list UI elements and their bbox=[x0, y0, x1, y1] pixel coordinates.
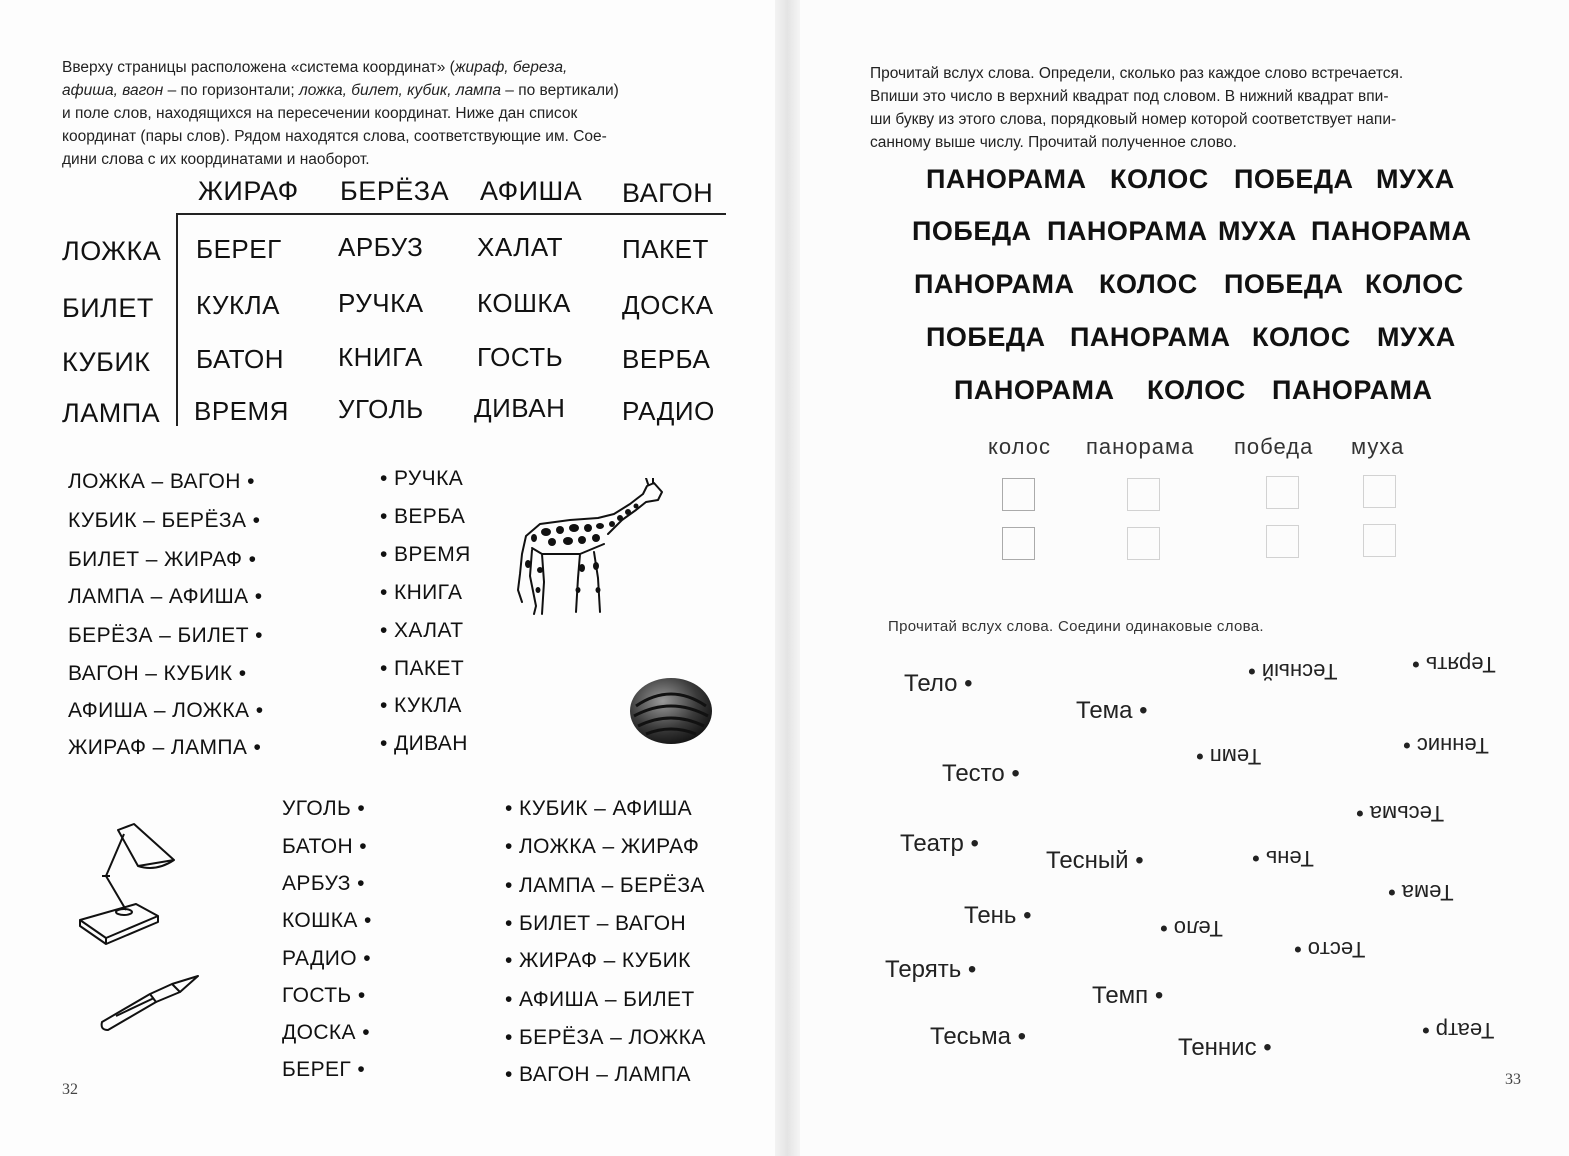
grid-cell: ГОСТЬ bbox=[477, 342, 564, 372]
word: ПАНОРАМА bbox=[954, 375, 1115, 405]
matching-word: Терять • bbox=[885, 956, 977, 983]
coordinate-pair: • АФИША – БИЛЕТ bbox=[505, 988, 695, 1011]
coordinate-pair: БЕРЁЗА – БИЛЕТ • bbox=[68, 624, 263, 647]
row-header: КУБИК bbox=[62, 347, 151, 377]
grid-cell: РУЧКА bbox=[338, 288, 424, 318]
word: МУХА bbox=[1218, 216, 1297, 246]
letter-box[interactable] bbox=[1127, 527, 1160, 560]
grid-cell: ДИВАН bbox=[474, 393, 566, 423]
second-instructions: Прочитай вслух слова. Соедини одинаковые слова. bbox=[888, 618, 1264, 635]
coordinate-pair: • ЛОЖКА – ЖИРАФ bbox=[505, 835, 700, 858]
field-word: РАДИО • bbox=[282, 947, 371, 970]
field-word: КОШКА • bbox=[282, 909, 372, 932]
instruction-italic-text: ложка, билет, кубик, лампа bbox=[299, 82, 501, 99]
coordinate-pair: ЖИРАФ – ЛАМПА • bbox=[68, 736, 262, 759]
matching-word: Тесный • bbox=[1046, 847, 1144, 874]
column-header: ЖИРАФ bbox=[198, 176, 299, 206]
coordinate-pair: ЛАМПА – АФИША • bbox=[68, 585, 263, 608]
word: ПАНОРАМА bbox=[1272, 375, 1433, 405]
instruction-line: Впиши это число в верхний квадрат под словом. В нижний квадрат впи- bbox=[870, 88, 1389, 105]
grid-vertical-line bbox=[176, 213, 178, 426]
matching-word: Тема • bbox=[1076, 697, 1148, 724]
letter-box[interactable] bbox=[1002, 527, 1035, 560]
count-label: муха bbox=[1351, 434, 1405, 459]
row-header: ЛАМПА bbox=[62, 398, 161, 428]
word: ПОБЕДА bbox=[926, 322, 1046, 352]
count-box[interactable] bbox=[1363, 475, 1396, 508]
word: ПАНОРАМА bbox=[926, 164, 1087, 194]
flipped-word: Теннис • bbox=[1403, 733, 1489, 758]
instruction-text: координат (пары слов). Рядом находятся слова, соответствующие им. Сое- bbox=[62, 128, 607, 145]
word: КОЛОС bbox=[1099, 269, 1198, 299]
matching-word: Театр • bbox=[900, 830, 979, 857]
giraffe-icon bbox=[512, 478, 668, 618]
fountain-pen-icon bbox=[96, 972, 204, 1034]
coordinate-pair: ЛОЖКА – ВАГОН • bbox=[68, 470, 255, 493]
matching-word: Теннис • bbox=[1178, 1034, 1272, 1061]
coordinate-pair: • ЖИРАФ – КУБИК bbox=[505, 949, 691, 972]
left-page bbox=[0, 0, 775, 1156]
watermelon-icon bbox=[628, 676, 714, 746]
flipped-word: Терять • bbox=[1412, 652, 1496, 677]
grid-cell: КОШКА bbox=[477, 288, 571, 318]
desk-lamp-icon bbox=[76, 820, 186, 948]
flipped-word: Тема • bbox=[1388, 880, 1454, 905]
page-number: 32 bbox=[62, 1081, 78, 1098]
grid-horizontal-line bbox=[176, 213, 726, 215]
instruction-text: Вверху страницы расположена «система координат» ( bbox=[62, 59, 455, 76]
grid-cell: РАДИО bbox=[622, 396, 715, 426]
word: МУХА bbox=[1376, 164, 1455, 194]
coordinate-pair: • КУБИК – АФИША bbox=[505, 797, 693, 820]
matching-word: Тесто • bbox=[942, 760, 1020, 787]
count-box[interactable] bbox=[1127, 478, 1160, 511]
grid-cell: КНИГА bbox=[338, 342, 423, 372]
flipped-word: Тело • bbox=[1160, 916, 1223, 941]
word: ПОБЕДА bbox=[1234, 164, 1354, 194]
coordinate-pair: АФИША – ЛОЖКА • bbox=[68, 699, 264, 722]
letter-box[interactable] bbox=[1363, 524, 1396, 557]
instruction-text: и поле слов, находящихся на пересечении координат. Ниже дан список bbox=[62, 105, 578, 122]
coordinate-pair: КУБИК – БЕРЁЗА • bbox=[68, 509, 261, 532]
answer-word: • КУКЛА bbox=[380, 694, 462, 717]
instruction-line bbox=[62, 102, 726, 125]
field-word: БАТОН • bbox=[282, 835, 368, 858]
grid-cell: БЕРЕГ bbox=[196, 234, 282, 264]
answer-word: • ПАКЕТ bbox=[380, 657, 465, 680]
left-instructions bbox=[62, 56, 726, 171]
word: ПАНОРАМА bbox=[1070, 322, 1231, 352]
row-header: БИЛЕТ bbox=[62, 293, 154, 323]
grid-cell: КУКЛА bbox=[196, 290, 281, 320]
matching-word: Тень • bbox=[964, 902, 1032, 929]
word: КОЛОС bbox=[1110, 164, 1209, 194]
grid-cell: ВЕРБА bbox=[622, 344, 711, 374]
column-header: ВАГОН bbox=[622, 178, 714, 208]
book-gutter bbox=[775, 0, 800, 1156]
word: ПАНОРАМА bbox=[1311, 216, 1472, 246]
answer-word: • ДИВАН bbox=[380, 732, 468, 755]
instruction-text: – по горизонтали; bbox=[163, 82, 300, 99]
row-header: ЛОЖКА bbox=[62, 236, 162, 266]
word: ПАНОРАМА bbox=[1047, 216, 1208, 246]
instruction-italic-text: жираф, береза, bbox=[454, 59, 568, 76]
instruction-line bbox=[62, 125, 726, 148]
count-label: панорама bbox=[1086, 434, 1195, 459]
coordinate-pair: • ЛАМПА – БЕРЁЗА bbox=[505, 874, 705, 897]
instruction-line bbox=[62, 56, 726, 79]
field-word: АРБУЗ • bbox=[282, 872, 365, 895]
matching-word: Темп • bbox=[1092, 982, 1164, 1009]
matching-word: Тесьма • bbox=[930, 1023, 1027, 1050]
field-word: ДОСКА • bbox=[282, 1021, 370, 1044]
right-page bbox=[800, 0, 1569, 1156]
coordinate-pair: • БЕРЁЗА – ЛОЖКА bbox=[505, 1026, 706, 1049]
grid-cell: БАТОН bbox=[196, 344, 285, 374]
flipped-word: Темп • bbox=[1196, 744, 1262, 769]
flipped-word: Тесный • bbox=[1248, 659, 1338, 684]
coordinate-pair: БИЛЕТ – ЖИРАФ • bbox=[68, 548, 257, 571]
coordinate-pair: ВАГОН – КУБИК • bbox=[68, 662, 247, 685]
word: ПОБЕДА bbox=[1224, 269, 1344, 299]
answer-word: • ВРЕМЯ bbox=[380, 543, 471, 566]
grid-cell: ХАЛАТ bbox=[477, 232, 564, 262]
instruction-text: дини слова с их координатами и наоборот. bbox=[62, 151, 370, 168]
word: КОЛОС bbox=[1252, 322, 1351, 352]
page-number: 33 bbox=[1505, 1071, 1521, 1088]
flipped-word: Тесьма • bbox=[1356, 801, 1445, 826]
word: ПАНОРАМА bbox=[914, 269, 1075, 299]
count-box[interactable] bbox=[1002, 478, 1035, 511]
answer-word: • РУЧКА bbox=[380, 467, 464, 490]
count-box[interactable] bbox=[1266, 476, 1299, 509]
instruction-line bbox=[62, 148, 726, 171]
right-instructions bbox=[870, 62, 1515, 154]
flipped-word: Тесто • bbox=[1294, 937, 1366, 962]
column-header: АФИША bbox=[480, 176, 583, 206]
field-word: БЕРЕГ • bbox=[282, 1058, 366, 1081]
instruction-line: ши букву из этого слова, порядковый номер которой соответствует напи- bbox=[870, 111, 1397, 128]
count-label: колос bbox=[988, 434, 1051, 459]
instruction-line: санному выше числу. Прочитай полученное слово. bbox=[870, 134, 1237, 151]
letter-box[interactable] bbox=[1266, 525, 1299, 558]
grid-cell: ВРЕМЯ bbox=[194, 396, 289, 426]
column-header: БЕРЁЗА bbox=[340, 176, 450, 206]
instruction-italic-text: афиша, вагон bbox=[62, 82, 164, 99]
field-word: УГОЛЬ • bbox=[282, 797, 366, 820]
answer-word: • ХАЛАТ bbox=[380, 619, 464, 642]
answer-word: • ВЕРБА bbox=[380, 505, 466, 528]
word: КОЛОС bbox=[1147, 375, 1246, 405]
field-word: ГОСТЬ • bbox=[282, 984, 366, 1007]
instruction-line: Прочитай вслух слова. Определи, сколько раз каждое слово встречается. bbox=[870, 65, 1404, 82]
matching-word: Тело • bbox=[904, 670, 973, 697]
grid-cell: АРБУЗ bbox=[338, 232, 424, 262]
flipped-word: Театр • bbox=[1422, 1018, 1495, 1043]
grid-cell: УГОЛЬ bbox=[338, 394, 424, 424]
answer-word: • КНИГА bbox=[380, 581, 463, 604]
count-label: победа bbox=[1234, 434, 1314, 459]
coordinate-pair: • БИЛЕТ – ВАГОН bbox=[505, 912, 687, 935]
word: ПОБЕДА bbox=[912, 216, 1032, 246]
instruction-text: – по вертикали) bbox=[500, 82, 619, 99]
word: МУХА bbox=[1377, 322, 1456, 352]
instruction-line bbox=[62, 79, 726, 102]
grid-cell: ДОСКА bbox=[622, 290, 714, 320]
grid-cell: ПАКЕТ bbox=[622, 234, 709, 264]
coordinate-pair: • ВАГОН – ЛАМПА bbox=[505, 1063, 691, 1086]
word: КОЛОС bbox=[1365, 269, 1464, 299]
flipped-word: Тень • bbox=[1252, 846, 1314, 871]
